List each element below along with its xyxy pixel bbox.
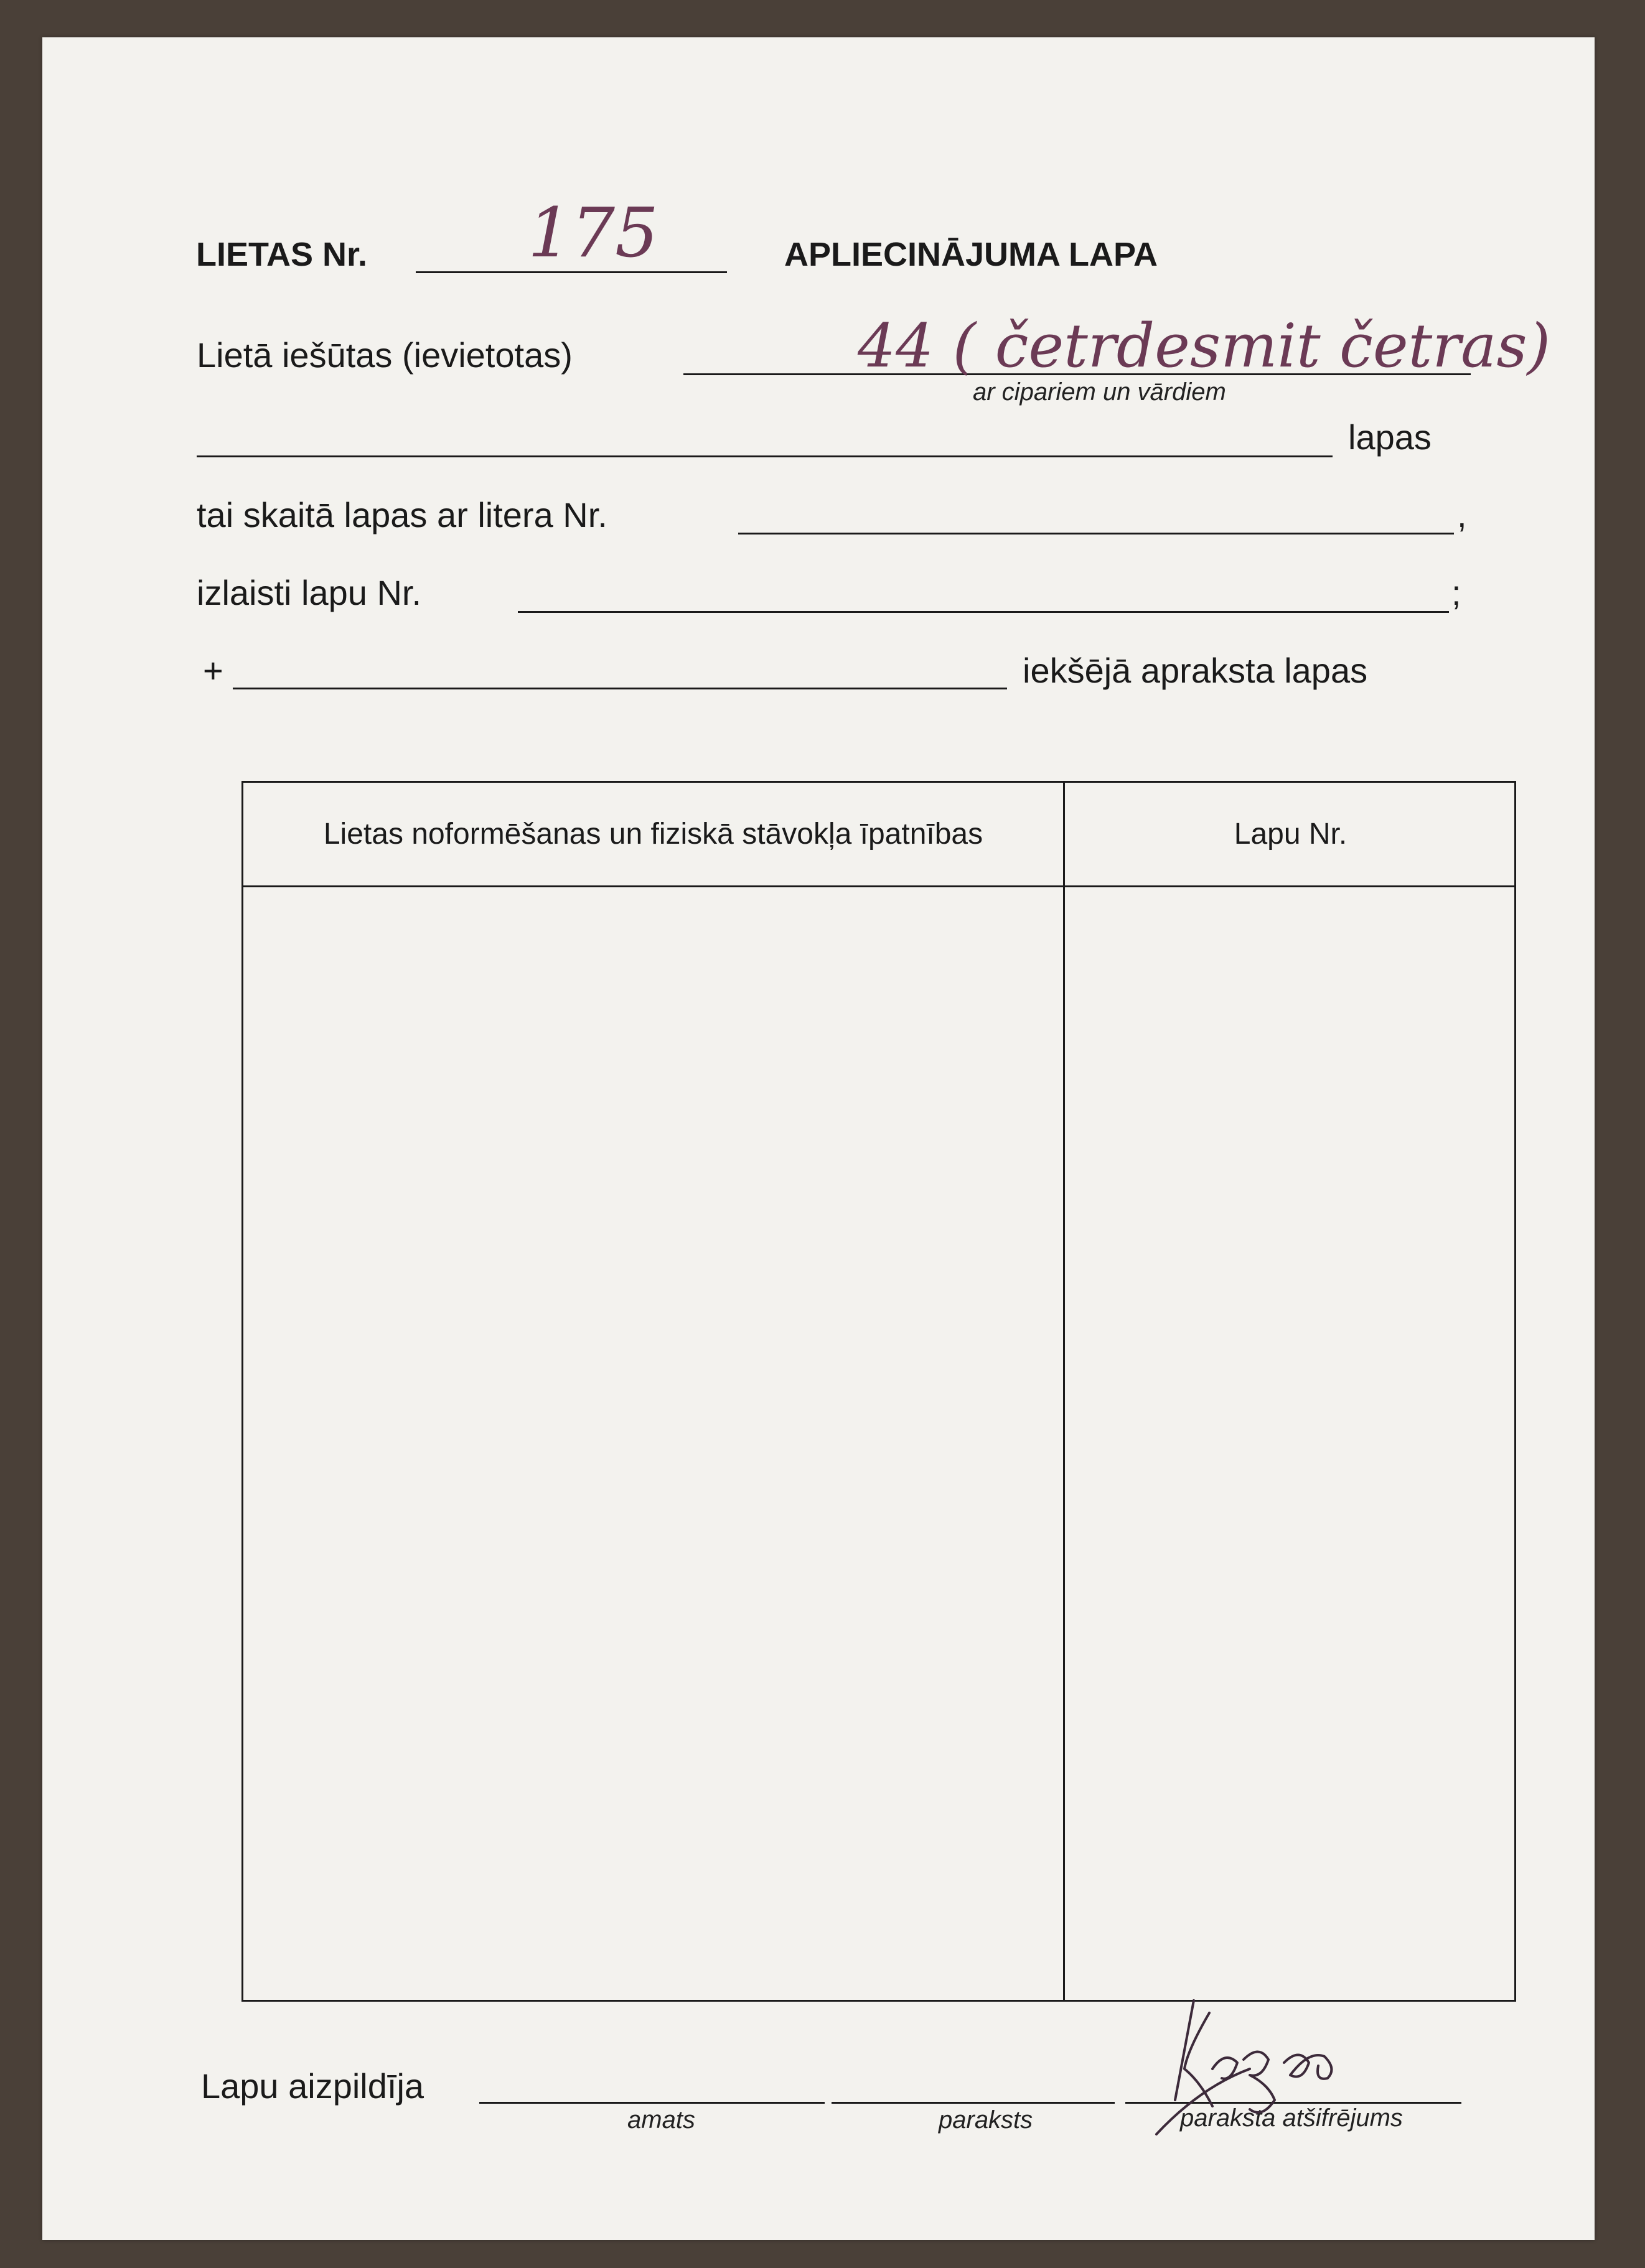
table-col1-header: Lietas noformēšanas un fiziskā stāvokļa īpatnības [323,818,983,851]
sheets-inserted-caption: ar cipariem un vārdiem [973,378,1226,406]
inner-description-line [233,688,1007,689]
signature-line [832,2102,1115,2104]
sheets-count-line-2 [197,455,1333,457]
omitted-label: izlaisti lapu Nr. [197,573,422,612]
handwritten-signature [1150,1976,1387,2144]
omitted-suffix: ; [1451,573,1461,612]
notes-table [241,781,1516,2002]
signature-decoding-caption: paraksta atšifrējums [1180,2104,1403,2132]
litera-line [738,533,1454,534]
filled-by-label: Lapu aizpildīja [201,2066,424,2106]
position-caption: amats [627,2106,695,2134]
sheets-suffix: lapas [1348,418,1432,457]
inner-description-label: iekšējā apraksta lapas [1023,651,1368,690]
table-column-divider [1063,783,1065,2000]
plus-label: + [203,651,223,690]
sheets-inserted-value-handwritten: 44 ( četrdesmit četras) [858,311,1551,381]
position-line [479,2102,825,2104]
case-label: LIETAS Nr. [196,236,368,273]
litera-label: tai skaitā lapas ar litera Nr. [197,495,607,534]
case-number-handwritten: 175 [528,193,658,273]
omitted-line [518,611,1449,613]
form-title: APLIECINĀJUMA LAPA [784,236,1158,273]
litera-suffix: , [1457,495,1467,534]
signature-caption: paraksts [939,2106,1033,2134]
sheets-inserted-label: Lietā iešūtas (ievietotas) [197,335,573,375]
table-col2-header: Lapu Nr. [1234,818,1347,851]
document-sheet [42,37,1595,2240]
